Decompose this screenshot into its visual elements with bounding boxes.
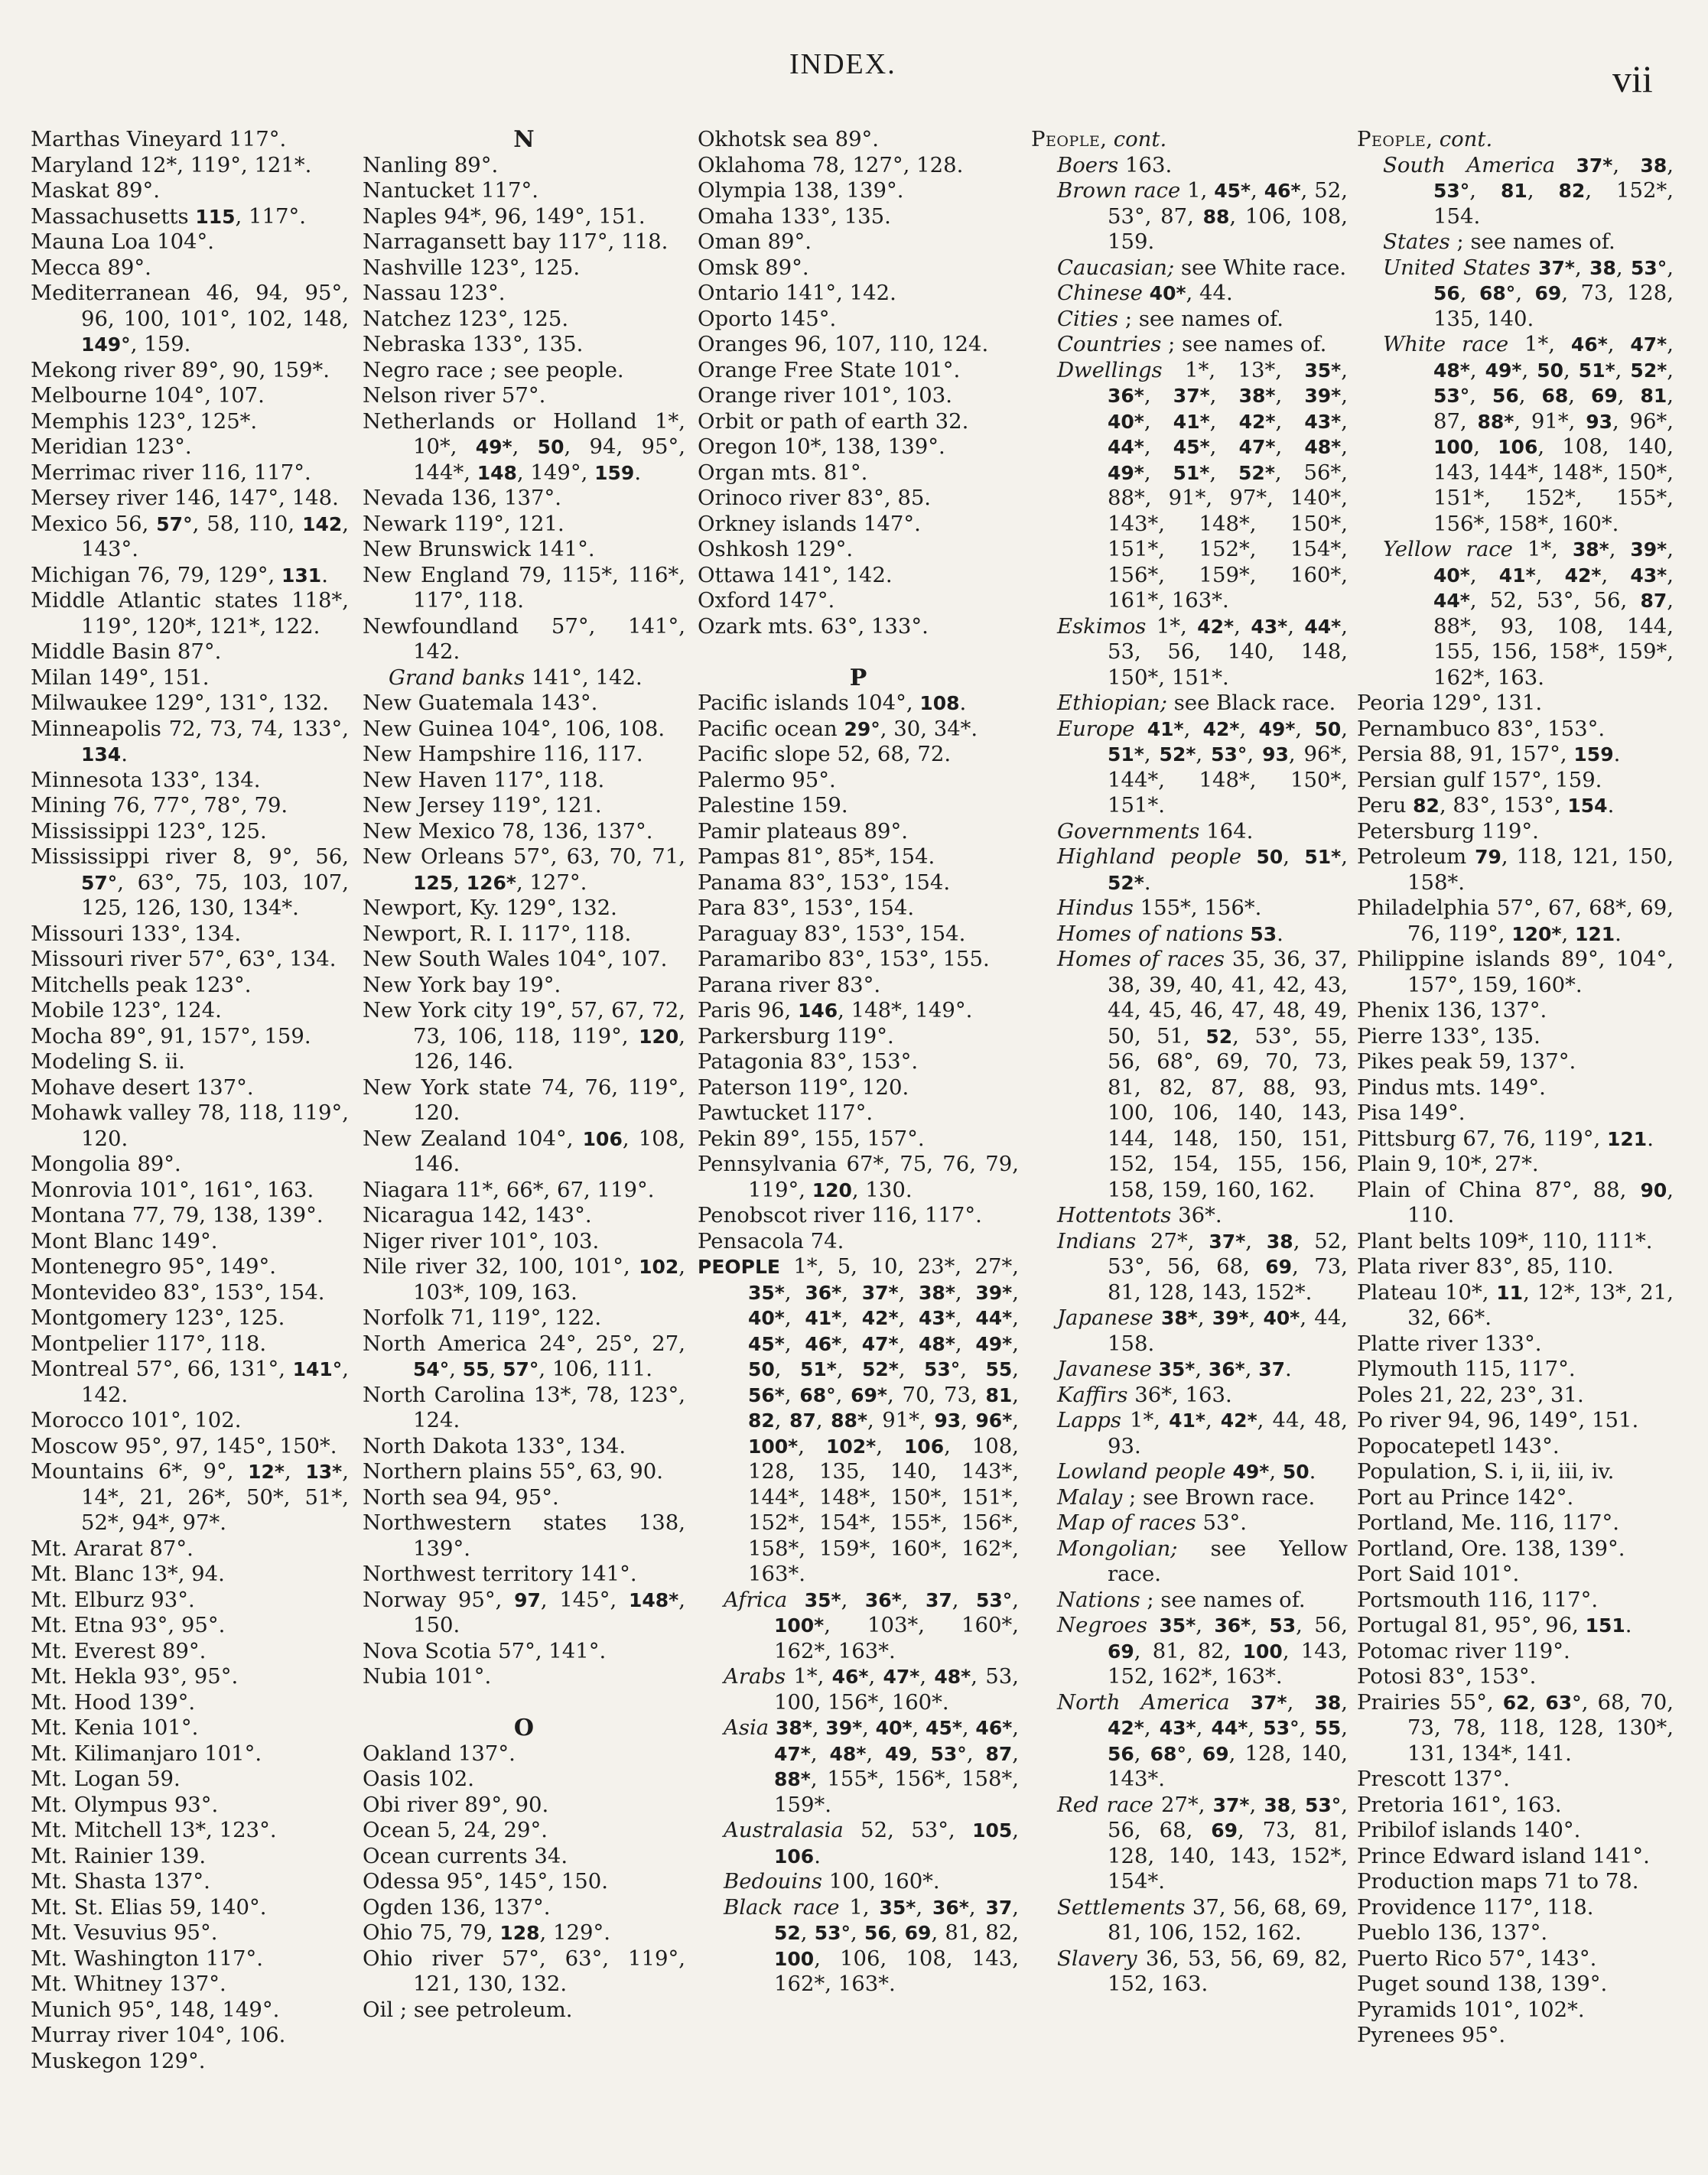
index-entry: Mining 76, 77°, 78°, 79. xyxy=(31,793,288,818)
index-entry: Montpelier 117°, 118. xyxy=(31,1331,267,1356)
index-entry: Morocco 101°, 102. xyxy=(31,1408,242,1432)
index-subentry: Chinese 40*, 44. xyxy=(1057,281,1233,305)
index-subentry: Grand banks 141°, 142. xyxy=(389,665,643,690)
index-entry: Paramaribo 83°, 153°, 155. xyxy=(698,947,990,971)
index-column-1 xyxy=(31,127,349,2074)
index-entry: Minnesota 133°, 134. xyxy=(31,767,261,792)
index-entry: New York bay 19°. xyxy=(363,972,561,997)
index-subentry: Australasia 52, 53°, 105, 106. xyxy=(724,1818,1019,1868)
index-entry: New Hampshire 116, 117. xyxy=(363,742,643,766)
index-entry: Potomac river 119°. xyxy=(1357,1638,1570,1663)
index-entry: Merrimac river 116, 117°. xyxy=(31,460,311,485)
index-entry: Providence 117°, 118. xyxy=(1357,1894,1594,1920)
index-entry: Mersey river 146, 147°, 148. xyxy=(31,486,339,510)
index-entry: Memphis 123°, 125*. xyxy=(31,408,258,434)
index-subentry: Highland people 50, 51*, 52*. xyxy=(1057,844,1348,895)
index-entry: Niagara 11*, 66*, 67, 119°. xyxy=(363,1177,655,1202)
section-letter-n: N xyxy=(513,126,535,153)
index-entry: Maskat 89°. xyxy=(31,178,161,203)
index-subentry: North America 37*, 38, 42*, 43*, 44*, 53°, 55, 56, 68°, 69, 128, 140, 143*. xyxy=(1057,1689,1349,1791)
index-entry: Mississippi 123°, 125. xyxy=(31,818,267,844)
index-entry: Murray river 104°, 106. xyxy=(31,2023,286,2047)
index-entry: Pindus mts. 149°. xyxy=(1357,1074,1546,1100)
index-entry: Missouri 133°, 134. xyxy=(31,921,242,946)
index-entry: Plain 9, 10*, 27*. xyxy=(1357,1152,1539,1176)
index-entry: Pekin 89°, 155, 157°. xyxy=(698,1126,925,1151)
index-entry: Mt. Kilimanjaro 101°. xyxy=(31,1741,262,1766)
index-subentry: Homes of nations 53. xyxy=(1057,921,1283,946)
index-entry: New Zealand 104°, 106, 108, 146. xyxy=(363,1126,685,1176)
index-subentry: Ethiopian; see Black race. xyxy=(1057,691,1336,715)
index-entry: Portland, Me. 116, 117°. xyxy=(1357,1510,1619,1535)
index-entry: Oxford 147°. xyxy=(698,588,835,613)
section-gap xyxy=(698,639,1019,665)
index-entry: Mediterranean 46, 94, 95°, 96, 100, 101°, 102, 148, 149°, 159. xyxy=(31,281,349,356)
index-entry: Pampas 81°, 85*, 154. xyxy=(698,844,935,869)
index-entry: Panama 83°, 153°, 154. xyxy=(698,870,951,895)
index-entry: Peru 82, 83°, 153°, 154. xyxy=(1357,793,1615,818)
index-entry: Mongolia 89°. xyxy=(31,1152,181,1176)
index-entry: Plymouth 115, 117°. xyxy=(1357,1357,1576,1381)
index-entry: New South Wales 104°, 107. xyxy=(363,947,668,971)
index-entry: Prescott 137°. xyxy=(1357,1767,1510,1791)
index-entry: Northwestern states 138, 139°. xyxy=(363,1510,685,1561)
index-entry: Northern plains 55°, 63, 90. xyxy=(363,1459,663,1484)
index-entry: Mountains 6*, 9°, 12*, 13*, 14*, 21, 26*, 50*, 51*, 52*, 94*, 97*. xyxy=(31,1459,349,1535)
index-entry: Mobile 123°, 124. xyxy=(31,998,222,1022)
index-entry: New Brunswick 141°. xyxy=(363,537,595,561)
index-entry: Parkersburg 119°. xyxy=(698,1023,894,1048)
index-entry: Munich 95°, 148, 149°. xyxy=(31,1997,280,2022)
index-column-4 xyxy=(1031,127,1348,1998)
index-entry: Orange Free State 101°. xyxy=(698,357,961,382)
index-entry: Modeling S. ii. xyxy=(31,1049,185,1074)
index-entry: Puerto Rico 57°, 143°. xyxy=(1357,1946,1597,1971)
index-subentry: South America 37*, 38, 53°, 81, 82, 152*, 154. xyxy=(1383,152,1674,229)
index-entry: Nicaragua 142, 143°. xyxy=(363,1203,592,1227)
index-entry: Poles 21, 22, 23°, 31. xyxy=(1357,1382,1584,1407)
index-entry: Montana 77, 79, 138, 139°. xyxy=(31,1203,324,1227)
index-subentry: Africa 35*, 36*, 37, 53°, 100*, 103*, 160*, 162*, 163*. xyxy=(724,1587,1020,1663)
index-entry: Pacific slope 52, 68, 72. xyxy=(698,742,952,766)
index-entry: Nassau 123°. xyxy=(363,281,506,305)
index-subentry: Mongolian; see Yellow race. xyxy=(1057,1536,1348,1586)
index-entry: Plata river 83°, 85, 110. xyxy=(1357,1254,1614,1279)
index-entry: PEOPLE 1*, 5, 10, 23*, 27*, 35*, 36*, 37*, 38*, 39*, 40*, 41*, 42*, 43*, 44*, 45*, 46*, 47*, 48*, 49*, 50, 51*, 52*, 53°, 55, 56*, 68°, 69*, 70, 73, 81, 82, 87, 88*, 91*, 93, 96*, 100*, 102*, 106, 108, 128, 135, 140, 143*, 144*, 148*, 150*, 151*, 152*, 154*, 155*, 156*, 158*, 159*, 160*, 162*, 163*. xyxy=(698,1254,1020,1586)
index-entry: Population, S. i, ii, iii, iv. xyxy=(1357,1459,1615,1484)
index-subentry: Boers 163. xyxy=(1057,152,1173,177)
index-subentry: Japanese 38*, 39*, 40*, 44, 158. xyxy=(1057,1305,1349,1356)
index-entry: Olympia 138, 139°. xyxy=(698,178,904,203)
index-entry: Mocha 89°, 91, 157°, 159. xyxy=(31,1023,311,1048)
index-entry: Orbit or path of earth 32. xyxy=(698,408,969,434)
section-letter-p: P xyxy=(849,664,867,691)
index-entry: Mt. Washington 117°. xyxy=(31,1946,263,1971)
section-letter-o: O xyxy=(513,1715,535,1741)
index-subentry: Hottentots 36*. xyxy=(1057,1203,1222,1227)
index-entry: Northwest territory 141°. xyxy=(363,1562,637,1586)
index-subentry: Governments 164. xyxy=(1057,818,1254,844)
index-entry: Parana river 83°. xyxy=(698,972,881,997)
index-entry: Omsk 89°. xyxy=(698,255,809,280)
index-entry: Mt. Olympus 93°. xyxy=(31,1792,219,1817)
index-column-2 xyxy=(363,127,685,2023)
index-subentry: Asia 38*, 39*, 40*, 45*, 46*, 47*, 48*, 49, 53°, 87, 88*, 155*, 156*, 158*, 159*. xyxy=(724,1715,1020,1817)
index-entry: Mt. Shasta 137°. xyxy=(31,1869,210,1894)
index-entry: Portsmouth 116, 117°. xyxy=(1357,1587,1599,1612)
index-subentry: Dwellings 1*, 13*, 35*, 36*, 37*, 38*, 39*, 40*, 41*, 42*, 43*, 44*, 45*, 47*, 48*, 49*, 51*, 52*, 56*, 88*, 91*, 97*, 140*, 143*, 148*, 150*, 151*, 152*, 154*, 156*, 159*, 160*, 161*, 163*. xyxy=(1057,357,1349,613)
index-subentry: Kaffirs 36*, 163. xyxy=(1057,1382,1232,1407)
index-entry: Pikes peak 59, 137°. xyxy=(1357,1049,1576,1074)
index-subentry: Red race 27*, 37*, 38, 53°, 56, 68, 69, 73, 81, 128, 140, 143, 152*, 154*. xyxy=(1057,1792,1348,1894)
index-entry: Port au Prince 142°. xyxy=(1357,1484,1574,1510)
index-entry: North sea 94, 95°. xyxy=(363,1484,559,1510)
index-entry: Missouri river 57°, 63°, 134. xyxy=(31,947,337,971)
index-subentry: Lapps 1*, 41*, 42*, 44, 48, 93. xyxy=(1057,1408,1348,1458)
index-entry: Orkney islands 147°. xyxy=(698,511,921,536)
index-entry: Ozark mts. 63°, 133°. xyxy=(698,613,929,639)
index-subentry: Settlements 37, 56, 68, 69, 81, 106, 152, 162. xyxy=(1057,1894,1348,1945)
index-entry: Mt. Logan 59. xyxy=(31,1767,181,1791)
index-entry: Ottawa 141°, 142. xyxy=(698,562,893,587)
index-column-5 xyxy=(1357,127,1674,2049)
index-entry: Norfolk 71, 119°, 122. xyxy=(363,1305,602,1330)
index-entry: Newport, Ky. 129°, 132. xyxy=(363,896,617,920)
index-entry: Maryland 12*, 119°, 121*. xyxy=(31,152,312,177)
index-entry: Paris 96, 146, 148*, 149°. xyxy=(698,998,973,1022)
index-entry: New Jersey 119°, 121. xyxy=(363,793,602,818)
index-entry: People, cont. xyxy=(1031,127,1167,151)
index-entry: Prairies 55°, 62, 63°, 68, 70, 73, 78, 118, 128, 130*, 131, 134*, 141. xyxy=(1357,1689,1674,1766)
index-entry: Mexico 56, 57°, 58, 110, 142, 143°. xyxy=(31,511,349,561)
index-entry: Moscow 95°, 97, 145°, 150*. xyxy=(31,1433,337,1458)
index-entry: Mt. St. Elias 59, 140°. xyxy=(31,1894,267,1920)
index-entry: Plain of China 87°, 88, 90, 110. xyxy=(1357,1177,1674,1227)
index-entry: Plant belts 109*, 110, 111*. xyxy=(1357,1228,1653,1253)
index-subentry: Brown race 1, 45*, 46*, 52, 53°, 87, 88, 106, 108, 159. xyxy=(1057,178,1348,254)
index-entry: Mauna Loa 104°. xyxy=(31,229,215,254)
index-entry: Montgomery 123°, 125. xyxy=(31,1305,285,1330)
index-entry: Oil ; see petroleum. xyxy=(363,1997,573,2022)
index-entry: North Dakota 133°, 134. xyxy=(363,1433,626,1458)
index-entry: Nile river 32, 100, 101°, 102, 103*, 109, 163. xyxy=(363,1254,685,1305)
index-entry: Pisa 149°. xyxy=(1357,1101,1466,1125)
index-entry: Pueblo 136, 137°. xyxy=(1357,1920,1548,1945)
index-entry: Philadelphia 57°, 67, 68*, 69, 76, 119°, 120*, 121. xyxy=(1357,896,1674,946)
index-entry: Pretoria 161°, 163. xyxy=(1357,1792,1562,1817)
index-entry: Oakland 137°. xyxy=(363,1741,516,1766)
index-entry: Pennsylvania 67*, 75, 76, 79, 119°, 120, 130. xyxy=(698,1152,1019,1202)
index-entry: Oman 89°. xyxy=(698,229,812,254)
index-subentry: Homes of races 35, 36, 37, 38, 39, 40, 41, 42, 43, 44, 45, 46, 47, 48, 49, 50, 51, 52, 53°, 55, 56, 68°, 69, 70, 73, 81, 82, 87, 88, 93, 100, 106, 140, 143, 144, 148, 150, 151, 152, 154, 155, 156, 158, 159, 160, 162. xyxy=(1057,947,1348,1202)
index-entry: Nelson river 57°. xyxy=(363,383,546,408)
index-entry: Pyramids 101°, 102*. xyxy=(1357,1997,1585,2022)
index-entry: Petersburg 119°. xyxy=(1357,818,1539,844)
index-entry: People, cont. xyxy=(1357,127,1493,151)
index-entry: Orange river 101°, 103. xyxy=(698,383,953,408)
index-entry: Mont Blanc 149°. xyxy=(31,1228,218,1253)
index-entry: Pawtucket 117°. xyxy=(698,1101,874,1125)
index-entry: Peoria 129°, 131. xyxy=(1357,691,1543,715)
index-subentry: Nations ; see names of. xyxy=(1057,1587,1306,1612)
index-entry: Mecca 89°. xyxy=(31,255,151,280)
index-entry: Muskegon 129°. xyxy=(31,2048,206,2073)
index-entry: Mt. Whitney 137°. xyxy=(31,1972,226,1996)
index-entry: Philippine islands 89°, 104°, 157°, 159, 160*. xyxy=(1357,947,1674,997)
index-subentry: Lowland people 49*, 50. xyxy=(1057,1459,1316,1484)
index-entry: Portugal 81, 95°, 96, 151. xyxy=(1357,1613,1632,1637)
index-subentry: Arabs 1*, 46*, 47*, 48*, 53, 100, 156*, 160*. xyxy=(724,1664,1019,1715)
index-entry: Pensacola 74. xyxy=(698,1228,844,1253)
index-column-3 xyxy=(698,127,1019,1998)
index-entry: Palermo 95°. xyxy=(698,767,836,792)
index-entry: Nevada 136, 137°. xyxy=(363,486,561,510)
index-entry: Montevideo 83°, 153°, 154. xyxy=(31,1279,325,1305)
index-entry: Phenix 136, 137°. xyxy=(1357,998,1547,1022)
index-subentry: Countries ; see names of. xyxy=(1057,332,1327,356)
running-head: INDEX. xyxy=(789,48,896,80)
index-entry: Mt. Elburz 93°. xyxy=(31,1587,195,1612)
index-entry: Nubia 101°. xyxy=(363,1664,492,1689)
index-entry: Ontario 141°, 142. xyxy=(698,281,896,305)
index-entry: Montreal 57°, 66, 131°, 141°, 142. xyxy=(31,1357,349,1407)
index-entry: Ohio river 57°, 63°, 119°, 121, 130, 132. xyxy=(363,1946,685,1996)
index-entry: Obi river 89°, 90. xyxy=(363,1792,549,1817)
index-entry: Mt. Vesuvius 95°. xyxy=(31,1920,218,1945)
index-entry: Newark 119°, 121. xyxy=(363,511,564,536)
index-entry: Ohio 75, 79, 128, 129°. xyxy=(363,1920,610,1945)
index-entry: Monrovia 101°, 161°, 163. xyxy=(31,1177,314,1202)
index-subentry: Bedouins 100, 160*. xyxy=(724,1869,940,1894)
index-entry: Mohawk valley 78, 118, 119°, 120. xyxy=(31,1101,349,1151)
index-entry: Netherlands or Holland 1*, 10*, 49*, 50, 94, 95°, 144*, 148, 149°, 159. xyxy=(363,408,685,485)
index-entry: Oshkosh 129°. xyxy=(698,537,854,561)
index-entry: Ogden 136, 137°. xyxy=(363,1894,551,1920)
index-subentry: Cities ; see names of. xyxy=(1057,306,1284,331)
index-entry: Omaha 133°, 135. xyxy=(698,203,891,229)
index-entry: New Mexico 78, 136, 137°. xyxy=(363,818,653,844)
index-entry: Organ mts. 81°. xyxy=(698,460,868,485)
index-entry: Ocean 5, 24, 29°. xyxy=(363,1818,548,1842)
index-entry: Norway 95°, 97, 145°, 148*, 150. xyxy=(363,1587,685,1637)
index-entry: Montenegro 95°, 149°. xyxy=(31,1254,276,1279)
index-entry: Mitchells peak 123°. xyxy=(31,972,252,997)
index-entry: New York state 74, 76, 119°, 120. xyxy=(363,1074,685,1125)
index-entry: Mohave desert 137°. xyxy=(31,1074,254,1100)
index-entry: Nashville 123°, 125. xyxy=(363,255,581,280)
index-entry: Patagonia 83°, 153°. xyxy=(698,1049,919,1074)
index-entry: Portland, Ore. 138, 139°. xyxy=(1357,1536,1625,1561)
index-entry: Popocatepetl 143°. xyxy=(1357,1433,1560,1458)
index-entry: Plateau 10*, 11, 12*, 13*, 21, 32, 66*. xyxy=(1357,1279,1674,1330)
index-entry: Nantucket 117°. xyxy=(363,178,539,203)
index-entry: Mekong river 89°, 90, 159*. xyxy=(31,357,330,382)
index-entry: Paterson 119°, 120. xyxy=(698,1074,909,1100)
index-entry: Odessa 95°, 145°, 150. xyxy=(363,1869,608,1894)
index-entry: Ocean currents 34. xyxy=(363,1843,568,1868)
index-subentry: Indians 27*, 37*, 38, 52, 53°, 56, 68, 69, 73, 81, 128, 143, 152*. xyxy=(1057,1228,1349,1305)
index-subentry: Javanese 35*, 36*, 37. xyxy=(1057,1357,1292,1381)
index-entry: Mt. Everest 89°. xyxy=(31,1638,207,1663)
index-entry: New York city 19°, 57, 67, 72, 73, 106, 118, 119°, 120, 126, 146. xyxy=(363,998,685,1074)
index-entry: Pernambuco 83°, 153°. xyxy=(1357,716,1606,741)
index-entry: Mississippi river 8, 9°, 56, 57°, 63°, 75, 103, 107, 125, 126, 130, 134*. xyxy=(31,844,349,920)
index-entry: Port Said 101°. xyxy=(1357,1562,1520,1586)
index-entry: Newport, R. I. 117°, 118. xyxy=(363,921,632,946)
page-folio: vii xyxy=(1612,57,1653,100)
index-subentry: Slavery 36, 53, 56, 69, 82, 152, 163. xyxy=(1057,1946,1348,1996)
index-entry: Po river 94, 96, 149°, 151. xyxy=(1357,1408,1639,1432)
index-entry: Nebraska 133°, 135. xyxy=(363,332,584,356)
index-entry: New Guatemala 143°. xyxy=(363,691,598,715)
index-entry: Persian gulf 157°, 159. xyxy=(1357,767,1602,792)
index-entry: Michigan 76, 79, 129°, 131. xyxy=(31,562,328,587)
index-subentry: States ; see names of. xyxy=(1383,229,1615,254)
index-subentry: Negroes 35*, 36*, 53, 56, 69, 81, 82, 100, 143, 152, 162*, 163*. xyxy=(1057,1613,1349,1689)
index-entry: Potosi 83°, 153°. xyxy=(1357,1664,1537,1689)
index-entry: Melbourne 104°, 107. xyxy=(31,383,265,408)
index-entry: Penobscot river 116, 117°. xyxy=(698,1203,982,1227)
index-entry: Palestine 159. xyxy=(698,793,848,818)
index-entry: Mt. Kenia 101°. xyxy=(31,1715,199,1740)
index-entry: Milan 149°, 151. xyxy=(31,665,210,690)
index-entry: Oklahoma 78, 127°, 128. xyxy=(698,152,964,177)
index-subentry: Hindus 155*, 156*. xyxy=(1057,896,1262,920)
index-entry: Okhotsk sea 89°. xyxy=(698,127,880,151)
index-entry: New Orleans 57°, 63, 70, 71, 125, 126*, 127°. xyxy=(363,844,685,895)
index-entry: Marthas Vineyard 117°. xyxy=(31,127,287,151)
index-entry: Pierre 133°, 135. xyxy=(1357,1023,1540,1048)
index-entry: Orinoco river 83°, 85. xyxy=(698,486,932,510)
index-entry: Nanling 89°. xyxy=(363,152,499,177)
index-entry: Naples 94*, 96, 149°, 151. xyxy=(363,203,646,229)
section-gap xyxy=(363,1690,685,1716)
index-entry: Negro race ; see people. xyxy=(363,357,624,382)
index-entry: Newfoundland 57°, 141°, 142. xyxy=(363,613,685,664)
index-entry: Niger river 101°, 103. xyxy=(363,1228,600,1253)
index-entry: Massachusetts 115, 117°. xyxy=(31,203,306,229)
index-subentry: Caucasian; see White race. xyxy=(1057,255,1347,280)
index-entry: Middle Basin 87°. xyxy=(31,639,222,664)
index-entry: Oregon 10*, 138, 139°. xyxy=(698,434,945,459)
index-subentry: Map of races 53°. xyxy=(1057,1510,1247,1535)
index-entry: Paraguay 83°, 153°, 154. xyxy=(698,921,966,946)
index-subentry: Europe 41*, 42*, 49*, 50, 51*, 52*, 53°, 93, 96*, 144*, 148*, 150*, 151*. xyxy=(1057,716,1349,818)
index-entry: Mt. Rainier 139. xyxy=(31,1843,207,1868)
index-entry: North America 24°, 25°, 27, 54°, 55, 57°, 106, 111. xyxy=(363,1331,685,1381)
index-entry: Nova Scotia 57°, 141°. xyxy=(363,1638,607,1663)
index-entry: Mt. Blanc 13*, 94. xyxy=(31,1562,225,1586)
index-entry: Oranges 96, 107, 110, 124. xyxy=(698,332,989,356)
index-entry: Petroleum 79, 118, 121, 150, 158*. xyxy=(1357,844,1674,895)
index-subentry: Eskimos 1*, 42*, 43*, 44*, 53, 56, 140, 148, 150*, 151*. xyxy=(1057,613,1349,690)
index-entry: Prince Edward island 141°. xyxy=(1357,1843,1650,1868)
index-entry: Milwaukee 129°, 131°, 132. xyxy=(31,691,330,715)
index-entry: Pacific ocean 29°, 30, 34*. xyxy=(698,716,978,741)
index-subentry: Malay ; see Brown race. xyxy=(1057,1484,1316,1510)
index-entry: Narragansett bay 117°, 118. xyxy=(363,229,669,254)
index-entry: Puget sound 138, 139°. xyxy=(1357,1972,1608,1996)
index-subentry: Black race 1, 35*, 36*, 37, 52, 53°, 56, 69, 81, 82, 100, 106, 108, 143, 162*, 163*. xyxy=(724,1894,1020,1996)
index-entry: Oasis 102. xyxy=(363,1767,474,1791)
index-subentry: Yellow race 1*, 38*, 39*, 40*, 41*, 42*, 43*, 44*, 52, 53°, 56, 87, 88*, 93, 108, 144, 155, 156, 158*, 159*, 162*, 163. xyxy=(1383,537,1674,690)
index-entry: Pyrenees 95°. xyxy=(1357,2023,1506,2047)
index-entry: Meridian 123°. xyxy=(31,434,192,459)
index-entry: Pribilof islands 140°. xyxy=(1357,1818,1581,1842)
index-entry: Platte river 133°. xyxy=(1357,1331,1542,1356)
index-subentry: United States 37*, 38, 53°, 56, 68°, 69, 73, 128, 135, 140. xyxy=(1383,255,1674,331)
index-entry: New England 79, 115*, 116*, 117°, 118. xyxy=(363,562,685,613)
index-entry: Oporto 145°. xyxy=(698,306,837,331)
index-subentry: White race 1*, 46*, 47*, 48*, 49*, 50, 51*, 52*, 53°, 56, 68, 69, 81, 87, 88*, 91*, 93, 96*, 100, 106, 108, 140, 143, 144*, 148*, 150*, 151*, 152*, 155*, 156*, 158*, 160*. xyxy=(1383,332,1674,536)
index-entry: Persia 88, 91, 157°, 159. xyxy=(1357,742,1621,766)
index-entry: Mt. Hood 139°. xyxy=(31,1689,196,1715)
index-entry: Para 83°, 153°, 154. xyxy=(698,896,915,920)
index-entry: Mt. Etna 93°, 95°. xyxy=(31,1613,226,1637)
index-entry: North Carolina 13*, 78, 123°, 124. xyxy=(363,1382,685,1432)
index-entry: New Haven 117°, 118. xyxy=(363,767,605,792)
index-entry: Minneapolis 72, 73, 74, 133°, 134. xyxy=(31,716,349,766)
index-entry: New Guinea 104°, 106, 108. xyxy=(363,716,665,741)
index-entry: Pacific islands 104°, 108. xyxy=(698,691,967,715)
index-entry: Natchez 123°, 125. xyxy=(363,306,569,331)
index-entry: Mt. Ararat 87°. xyxy=(31,1536,194,1561)
index-entry: Pittsburg 67, 76, 119°, 121. xyxy=(1357,1126,1654,1151)
index-entry: Middle Atlantic states 118*, 119°, 120*, 121*, 122. xyxy=(31,588,349,639)
index-entry: Pamir plateaus 89°. xyxy=(698,818,908,844)
index-entry: Production maps 71 to 78. xyxy=(1357,1869,1639,1894)
index-entry: Mt. Mitchell 13*, 123°. xyxy=(31,1818,277,1842)
index-entry: Mt. Hekla 93°, 95°. xyxy=(31,1664,239,1689)
